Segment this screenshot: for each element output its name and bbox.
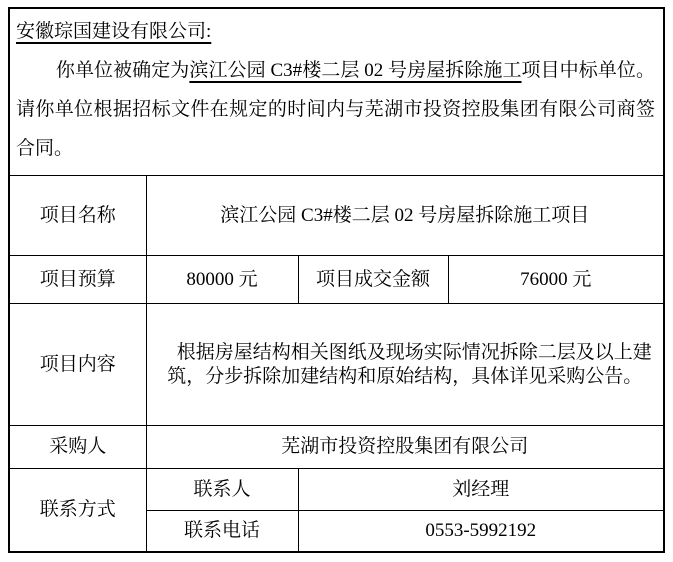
project-content-value: 根据房屋结构相关图纸及现场实际情况拆除二层及以上建筑，分步拆除加建结构和原始结构，具体详见采购公告。 — [146, 304, 664, 426]
buyer-value: 芜湖市投资控股集团有限公司 — [146, 426, 664, 469]
award-table — [8, 175, 665, 553]
contact-person-value: 刘经理 — [298, 469, 664, 511]
budget-label: 项目预算 — [9, 256, 146, 304]
deal-amount-label: 项目成交金额 — [298, 256, 448, 304]
table-row-contact-person — [9, 469, 664, 511]
table-row-content — [9, 304, 664, 426]
buyer-label: 采购人 — [9, 426, 146, 469]
contact-person-label: 联系人 — [146, 469, 298, 511]
project-name-value: 滨江公园 C3#楼二层 02 号房屋拆除施工项目 — [146, 176, 664, 256]
table-row-buyer — [9, 426, 664, 469]
budget-value: 80000 元 — [146, 256, 298, 304]
salutation-text: 安徽琮国建设有限公司: — [16, 21, 212, 42]
notice-text-before: 你单位被确定为 — [55, 60, 190, 81]
contact-phone-value: 0553-5992192 — [298, 511, 664, 552]
notice-text-after: 项目中标单位。请你单位根据招标文件在规定的时间内与芜湖市投资控股集团有限公司商签合同。 — [16, 60, 655, 159]
contact-method-label: 联系方式 — [9, 469, 146, 552]
notice-section — [8, 7, 665, 175]
project-content-label: 项目内容 — [9, 304, 146, 426]
salutation-line — [16, 12, 655, 51]
contact-phone-label: 联系电话 — [146, 511, 298, 552]
deal-amount-value: 76000 元 — [448, 256, 664, 304]
project-name-label: 项目名称 — [9, 176, 146, 256]
document-page — [8, 7, 665, 551]
notice-paragraph — [16, 51, 655, 168]
table-row-project-name — [9, 176, 664, 256]
table-row-budget — [9, 256, 664, 304]
notice-project-name-underlined: 滨江公园 C3#楼二层 02 号房屋拆除施工 — [189, 60, 522, 81]
